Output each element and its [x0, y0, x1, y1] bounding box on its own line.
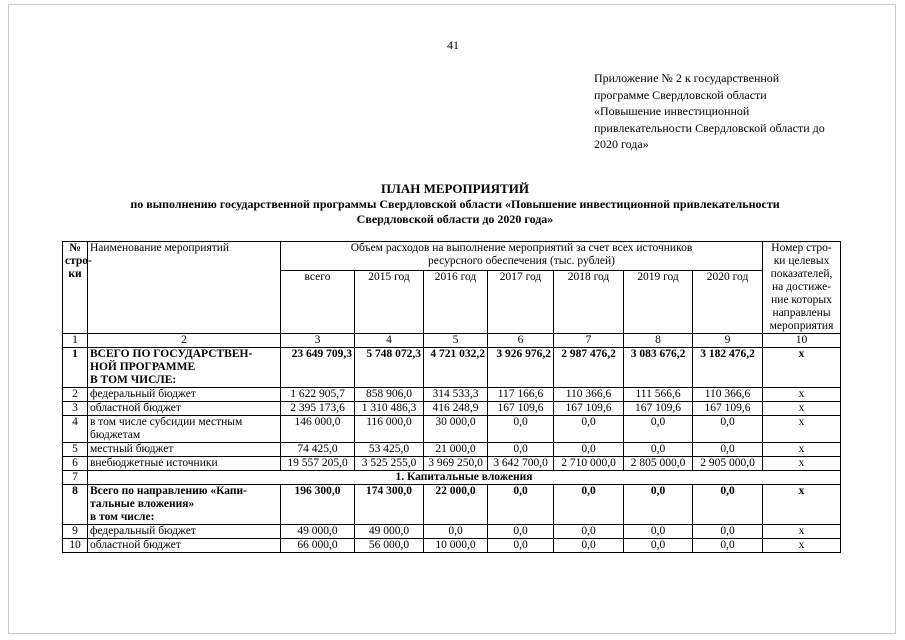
value-2017: 167 109,6 [488, 402, 554, 416]
indicator-cell: х [763, 348, 841, 388]
value-2020: 3 182 476,2 [693, 348, 763, 388]
value-2016: 30 000,0 [424, 416, 488, 443]
value-2019: 111 566,6 [624, 388, 693, 402]
column-number: 2 [88, 334, 281, 348]
value-2015: 174 300,0 [355, 485, 424, 525]
value-2020: 167 109,6 [693, 402, 763, 416]
value-2015: 5 748 072,3 [355, 348, 424, 388]
row-number: 8 [63, 485, 88, 525]
row-name: ВСЕГО ПО ГОСУДАРСТВЕН- НОЙ ПРОГРАММЕ В ТОМ ЧИСЛЕ: [88, 348, 281, 388]
value-2016: 314 533,3 [424, 388, 488, 402]
column-number: 3 [281, 334, 355, 348]
indicator-cell: х [763, 388, 841, 402]
table-row [63, 348, 841, 388]
value-2017: 3 642 700,0 [488, 457, 554, 471]
value-2016: 416 248,9 [424, 402, 488, 416]
appendix-line: Приложение № 2 к государственной [594, 71, 780, 85]
row-number: 2 [63, 388, 88, 402]
header-row-top [63, 242, 841, 271]
value-2018: 0,0 [554, 443, 624, 457]
value-2019: 0,0 [624, 539, 693, 553]
header-expense-volume: Объем расходов на выполнение мероприятий за счет всех источников ресурсного обеспечения (тыс. рублей) [281, 242, 763, 271]
section-title: 1. Капитальные вложения [88, 471, 841, 485]
table-row [63, 485, 841, 525]
value-2015: 3 525 255,0 [355, 457, 424, 471]
table-row [63, 443, 841, 457]
row-name: в том числе субсидии местным бюджетам [88, 416, 281, 443]
value-2016: 3 969 250,0 [424, 457, 488, 471]
column-number: 10 [763, 334, 841, 348]
row-number: 7 [63, 471, 88, 485]
value-2018: 2 710 000,0 [554, 457, 624, 471]
column-number: 8 [624, 334, 693, 348]
value-2015: 116 000,0 [355, 416, 424, 443]
table-row [63, 416, 841, 443]
value-2019: 0,0 [624, 443, 693, 457]
table-row [63, 539, 841, 553]
value-total: 146 000,0 [281, 416, 355, 443]
value-2016: 21 000,0 [424, 443, 488, 457]
value-2015: 1 310 486,3 [355, 402, 424, 416]
value-2018: 0,0 [554, 525, 624, 539]
table-row [63, 457, 841, 471]
table-row [63, 525, 841, 539]
header-activity-name: Наименование мероприятий [88, 242, 281, 334]
value-2015: 53 425,0 [355, 443, 424, 457]
column-numbers-row [63, 334, 841, 348]
indicator-cell: х [763, 416, 841, 443]
value-2016: 10 000,0 [424, 539, 488, 553]
table-row [63, 388, 841, 402]
header-year-2016: 2016 год [424, 271, 488, 334]
value-2020: 0,0 [693, 443, 763, 457]
column-number: 9 [693, 334, 763, 348]
page-number: 41 [447, 38, 459, 52]
row-number: 10 [63, 539, 88, 553]
value-2019: 2 805 000,0 [624, 457, 693, 471]
value-2019: 0,0 [624, 416, 693, 443]
value-total: 66 000,0 [281, 539, 355, 553]
value-2017: 0,0 [488, 416, 554, 443]
row-number: 1 [63, 348, 88, 388]
column-number: 5 [424, 334, 488, 348]
value-2015: 858 906,0 [355, 388, 424, 402]
row-number: 9 [63, 525, 88, 539]
header-year-2017: 2017 год [488, 271, 554, 334]
value-2019: 3 083 676,2 [624, 348, 693, 388]
value-2018: 0,0 [554, 416, 624, 443]
value-total: 2 395 173,6 [281, 402, 355, 416]
header-indicator-number: Номер стро- ки целевых показателей, на достиже- ние которых направлены мероприятия [763, 242, 841, 334]
header-total: всего [281, 271, 355, 334]
value-2016: 22 000,0 [424, 485, 488, 525]
column-number: 4 [355, 334, 424, 348]
column-number: 7 [554, 334, 624, 348]
value-2020: 2 905 000,0 [693, 457, 763, 471]
value-2017: 0,0 [488, 443, 554, 457]
appendix-line: «Повышение инвестиционной [594, 104, 750, 118]
document-title [60, 181, 850, 227]
row-name: областной бюджет [88, 539, 281, 553]
row-name: Всего по направлению «Капи- тальные вложения» в том числе: [88, 485, 281, 525]
header-year-2018: 2018 год [554, 271, 624, 334]
row-name: внебюджетные источники [88, 457, 281, 471]
value-2016: 0,0 [424, 525, 488, 539]
value-2018: 167 109,6 [554, 402, 624, 416]
table-row [63, 402, 841, 416]
value-2019: 167 109,6 [624, 402, 693, 416]
column-number: 1 [63, 334, 88, 348]
row-name: федеральный бюджет [88, 525, 281, 539]
value-2018: 2 987 476,2 [554, 348, 624, 388]
header-year-2015: 2015 год [355, 271, 424, 334]
value-2020: 0,0 [693, 525, 763, 539]
value-2020: 0,0 [693, 416, 763, 443]
section-row [63, 471, 841, 485]
appendix-note [594, 70, 856, 153]
title-main: ПЛАН МЕРОПРИЯТИЙ [381, 181, 529, 196]
plan-table [62, 241, 841, 553]
value-2015: 56 000,0 [355, 539, 424, 553]
appendix-line: привлекательности Свердловской области до [594, 120, 825, 135]
value-2018: 0,0 [554, 539, 624, 553]
value-2017: 0,0 [488, 485, 554, 525]
row-name: областной бюджет [88, 402, 281, 416]
value-2017: 117 166,6 [488, 388, 554, 402]
value-total: 74 425,0 [281, 443, 355, 457]
row-number: 4 [63, 416, 88, 443]
title-sub-line-1: по выполнению государственной программы Свердловской области «Повышение инвестиционной привлекательности [130, 197, 780, 211]
indicator-cell: х [763, 402, 841, 416]
indicator-cell: х [763, 539, 841, 553]
value-total: 1 622 905,7 [281, 388, 355, 402]
row-number: 5 [63, 443, 88, 457]
header-row-number: № стро- ки [63, 242, 88, 334]
header-year-2019: 2019 год [624, 271, 693, 334]
indicator-cell: х [763, 457, 841, 471]
value-2020: 110 366,6 [693, 388, 763, 402]
value-2019: 0,0 [624, 485, 693, 525]
header-year-2020: 2020 год [693, 271, 763, 334]
title-sub-line-2: Свердловской области до 2020 года» [356, 212, 554, 226]
column-number: 6 [488, 334, 554, 348]
value-2018: 0,0 [554, 485, 624, 525]
indicator-cell: х [763, 485, 841, 525]
value-2018: 110 366,6 [554, 388, 624, 402]
value-2015: 49 000,0 [355, 525, 424, 539]
value-total: 23 649 709,3 [281, 348, 355, 388]
value-total: 19 557 205,0 [281, 457, 355, 471]
value-total: 196 300,0 [281, 485, 355, 525]
value-2020: 0,0 [693, 485, 763, 525]
value-total: 49 000,0 [281, 525, 355, 539]
indicator-cell: х [763, 525, 841, 539]
indicator-cell: х [763, 443, 841, 457]
value-2017: 3 926 976,2 [488, 348, 554, 388]
value-2019: 0,0 [624, 525, 693, 539]
value-2017: 0,0 [488, 539, 554, 553]
row-number: 6 [63, 457, 88, 471]
value-2017: 0,0 [488, 525, 554, 539]
row-number: 3 [63, 402, 88, 416]
appendix-line: программе Свердловской области [594, 87, 767, 102]
appendix-line: 2020 года» [594, 137, 649, 151]
value-2016: 4 721 032,2 [424, 348, 488, 388]
value-2020: 0,0 [693, 539, 763, 553]
row-name: федеральный бюджет [88, 388, 281, 402]
row-name: местный бюджет [88, 443, 281, 457]
